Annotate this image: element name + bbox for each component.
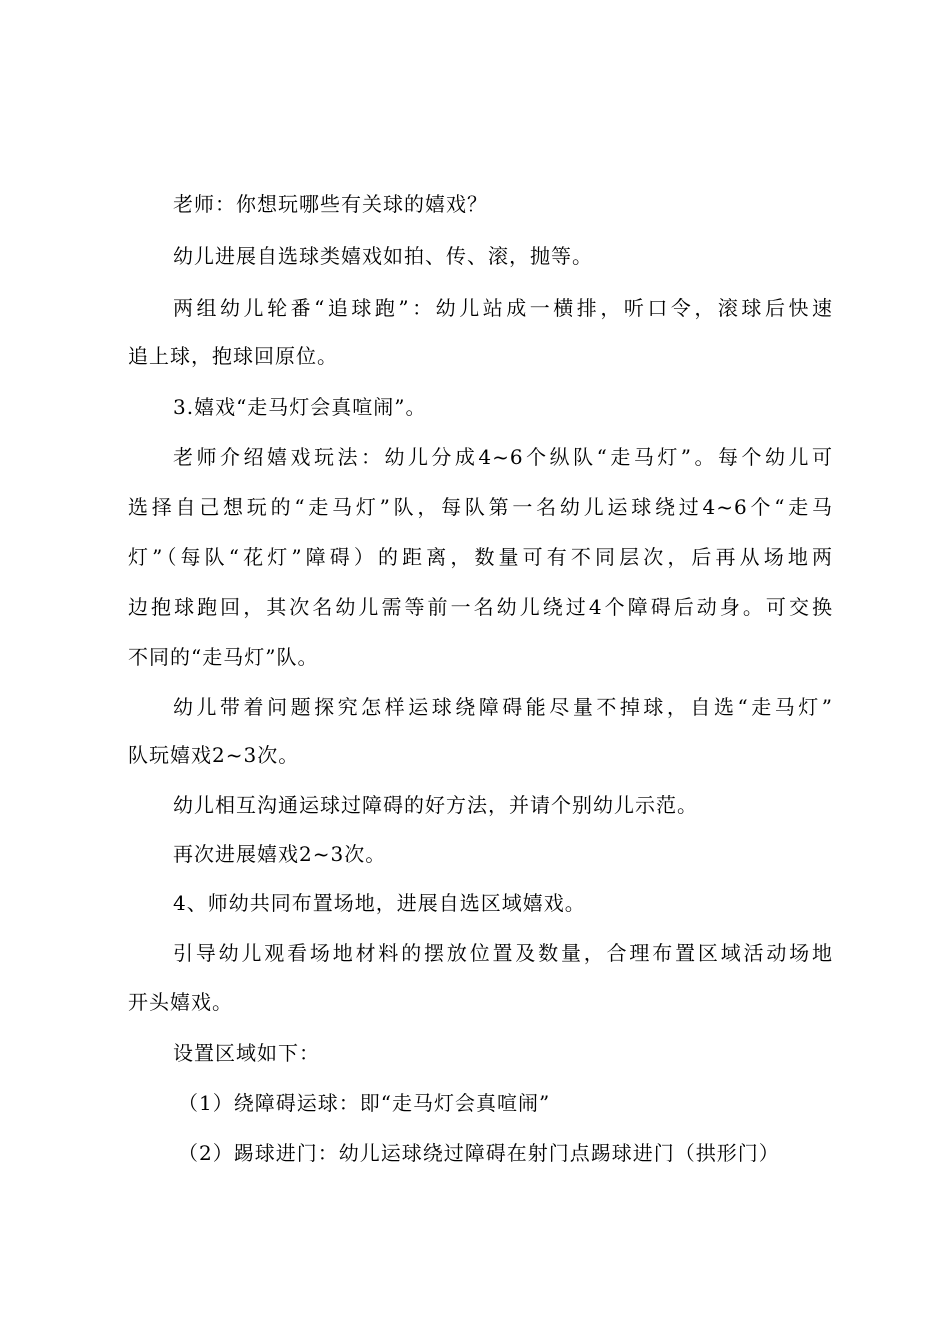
text-line: 不同的“走马灯”队。 — [128, 645, 319, 669]
text-line: 设置区域如下： — [173, 1041, 320, 1065]
text-line: 引导幼儿观看场地材料的摆放位置及数量，合理布置区域活动场地 — [173, 941, 833, 965]
text-line: 边抱球跑回，其次名幼儿需等前一名幼儿绕过4个障碍后动身。可交换 — [128, 595, 833, 619]
text-line: 老师介绍嬉戏玩法：幼儿分成4~6个纵队“走马灯”。每个幼儿可 — [173, 445, 833, 469]
text-line: 老师：你想玩哪些有关球的嬉戏？ — [173, 192, 488, 216]
text-line: 再次进展嬉戏2~3次。 — [173, 842, 387, 866]
text-line: 幼儿带着问题探究怎样运球绕障碍能尽量不掉球，自选“走马灯” — [173, 695, 833, 719]
text-line: 幼儿进展自选球类嬉戏如拍、传、滚，抛等。 — [173, 244, 593, 268]
text-line: 选择自己想玩的“走马灯”队，每队第一名幼儿运球绕过4~6个“走马 — [128, 495, 833, 519]
list-item: （2）踢球进门：幼儿运球绕过障碍在射门点踢球进门（拱形门） — [178, 1141, 780, 1165]
list-item: （1）绕障碍运球：即“走马灯会真喧闹” — [178, 1091, 551, 1115]
text-line: 开头嬉戏。 — [128, 990, 233, 1014]
section-heading: 4、师幼共同布置场地，进展自选区域嬉戏。 — [173, 891, 586, 915]
text-line: 幼儿相互沟通运球过障碍的好方法，并请个别幼儿示范。 — [173, 793, 698, 817]
section-heading: 3.嬉戏“走马灯会真喧闹”。 — [173, 395, 427, 419]
text-line: 两组幼儿轮番“追球跑”：幼儿站成一横排，听口令，滚球后快速 — [173, 296, 833, 320]
text-line: 追上球，抱球回原位。 — [128, 344, 338, 368]
text-line: 队玩嬉戏2~3次。 — [128, 743, 300, 767]
text-line: 灯”（每队“花灯”障碍）的距离，数量可有不同层次，后再从场地两 — [128, 545, 833, 569]
